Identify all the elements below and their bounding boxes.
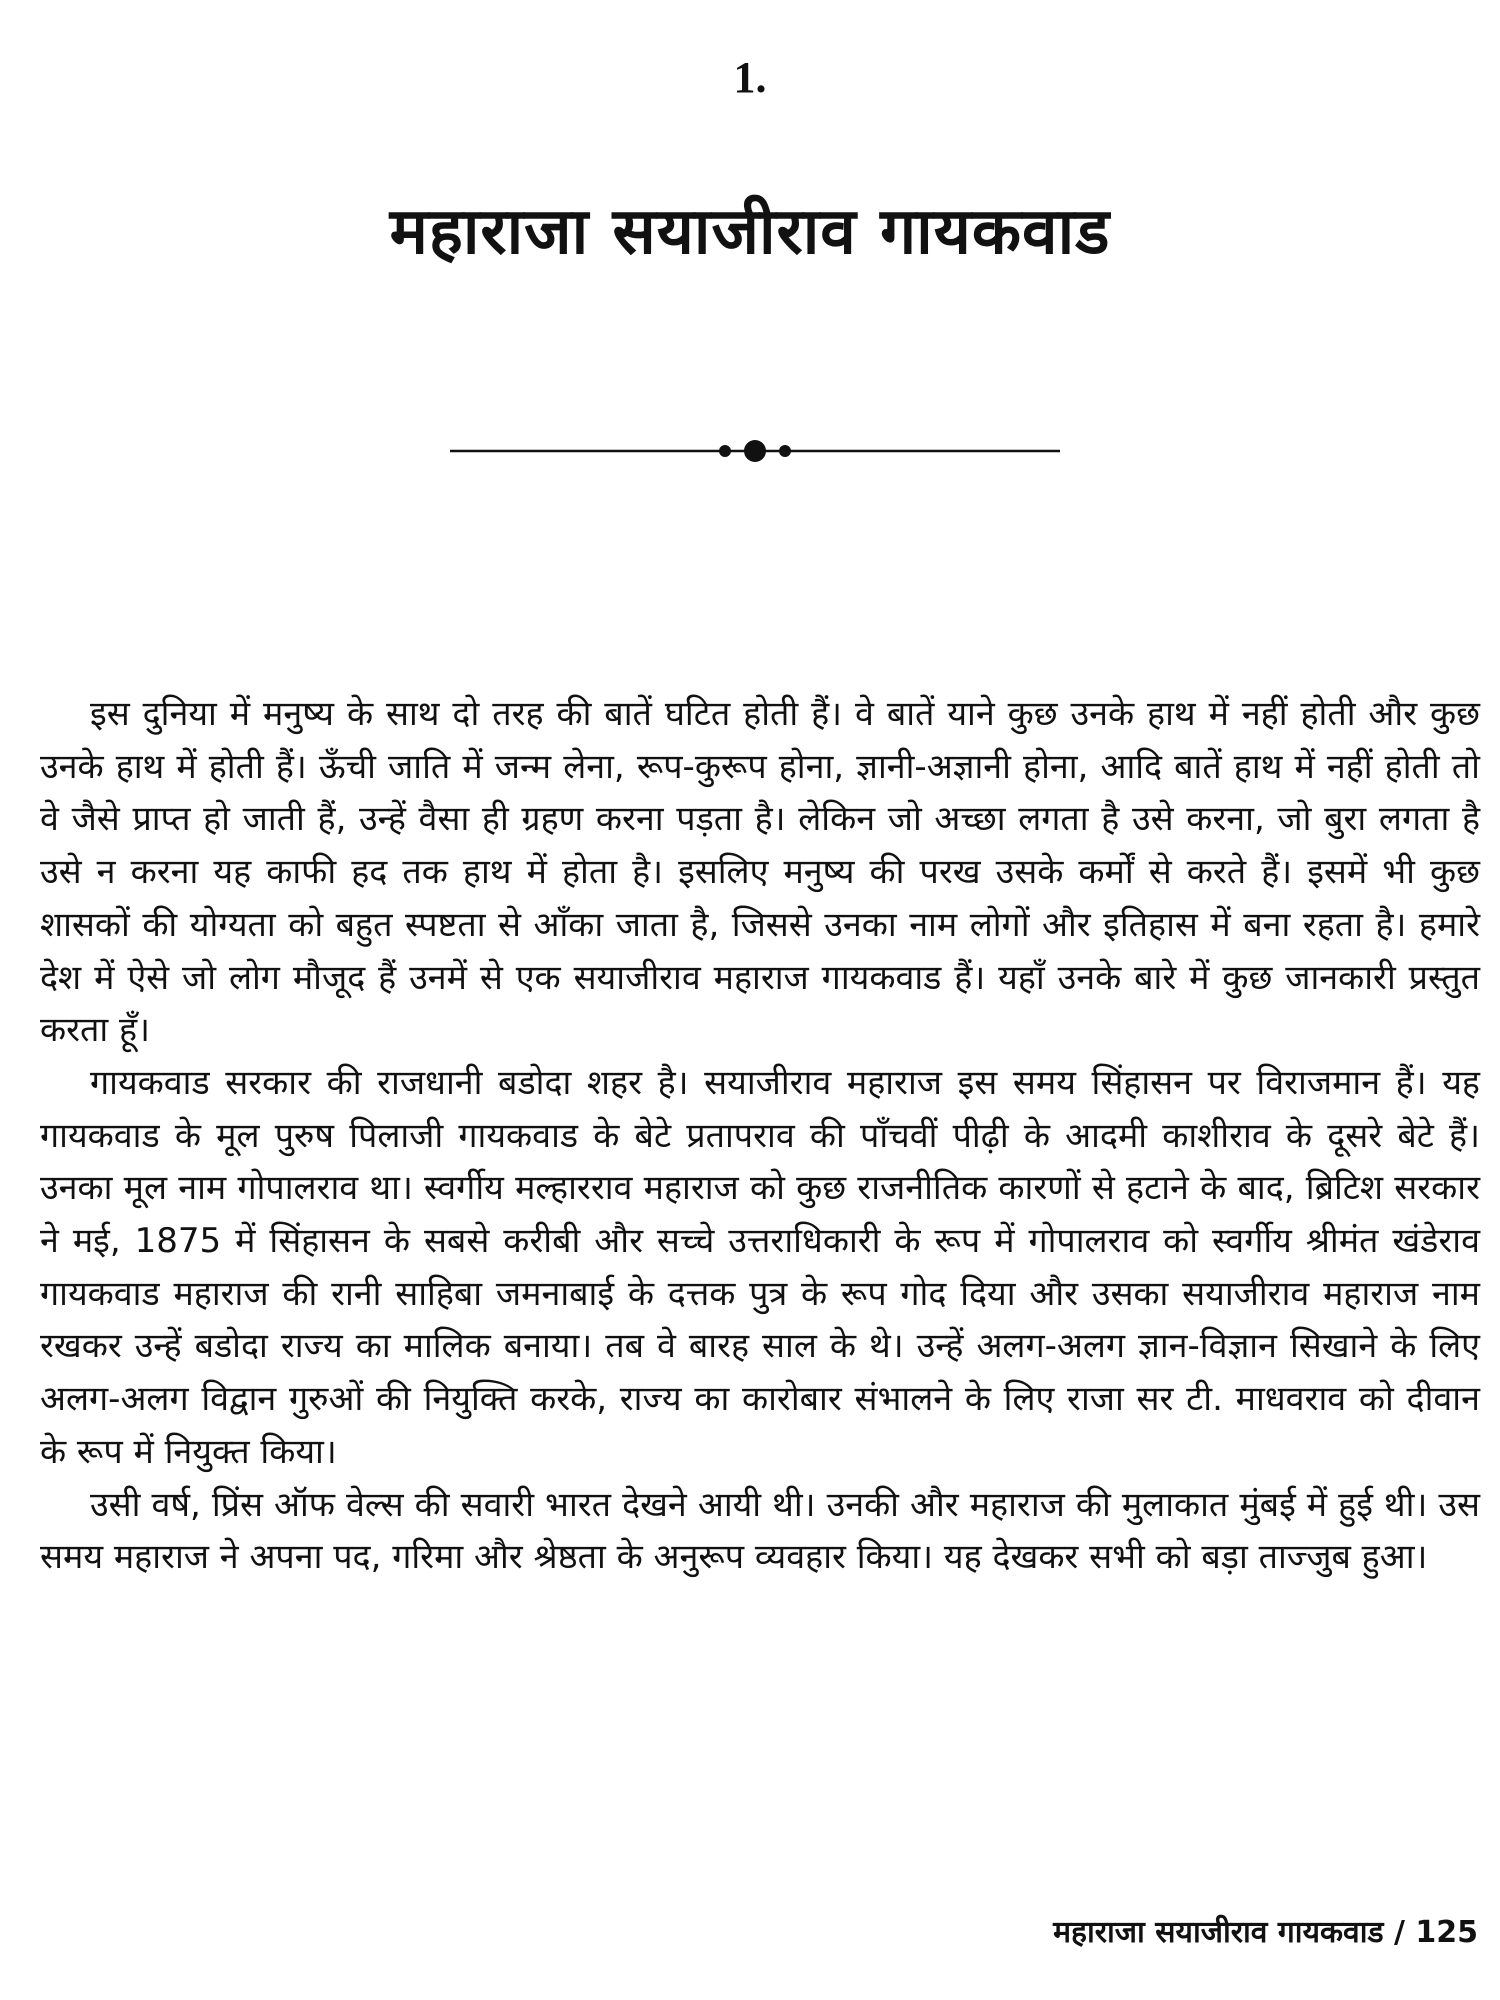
paragraph: उसी वर्ष, प्रिंस ऑफ वेल्स की सवारी भारत देखने आयी थी। उनकी और महाराज की मुलाकात मुंबई में हुई थी। उस समय महाराज ने अपना पद, गरिमा और श्रेष्ठता के अनुरूप व्यवहार किया। यह देखकर सभी को बड़ा ताज्जुब हुआ। [40,1484,1480,1578]
page-footer [1053,1910,1478,1951]
running-title: महाराजा सयाजीराव गायकवाड [1053,1915,1384,1950]
page-number: 125 [1415,1915,1478,1950]
footer-separator: / [1383,1915,1416,1950]
ornament-divider-icon [450,436,1060,466]
chapter-title: महाराजा सयाजीराव गायकवाड [389,195,1111,269]
chapter-number: 1. [733,53,767,102]
paragraph: गायकवाड सरकार की राजधानी बडोदा शहर है। सयाजीराव महाराज इस समय सिंहासन पर विराजमान हैं। यह गायकवाड के मूल पुरुष पिलाजी गायकवाड के बेटे प्रतापराव की पाँचवीं पीढ़ी के आदमी काशीराव के दूसरे बेटे हैं। उनका मूल नाम गोपालराव था। स्वर्गीय मल्हारराव महाराज को कुछ राजनीतिक कारणों से हटाने के बाद, ब्रिटिश सरकार ने मई, 1875 में सिंहासन के सबसे करीबी और सच्चे उत्तराधिकारी के रूप में गोपालराव को स्वर्गीय श्रीमंत खंडेराव गायकवाड महाराज की रानी साहिबा जमनाबाई के दत्तक पुत्र के रूप गोद दिया और उसका सयाजीराव महाराज नाम रखकर उन्हें बडोदा राज्य का मालिक बनाया। तब वे बारह साल के थे। उन्हें अलग-अलग ज्ञान-विज्ञान सिखाने के लिए अलग-अलग विद्वान गुरुओं की नियुक्ति करके, राज्य का कारोबार संभालने के लिए राजा सर टी. माधवराव को दीवान के रूप में नियुक्त किया। [40,1062,1480,1472]
body-text [40,688,1480,1584]
paragraph: इस दुनिया में मनुष्य के साथ दो तरह की बातें घटित होती हैं। वे बातें याने कुछ उनके हाथ में नहीं होती और कुछ उनके हाथ में होती हैं। ऊँची जाति में जन्म लेना, रूप-कुरूप होना, ज्ञानी-अज्ञानी होना, आदि बातें हाथ में नहीं होती तो वे जैसे प्राप्त हो जाती हैं, उन्हें वैसा ही ग्रहण करना पड़ता है। लेकिन जो अच्छा लगता है उसे करना, जो बुरा लगता है उसे न करना यह काफी हद तक हाथ में होता है। इसलिए मनुष्य की परख उसके कर्मों से करते हैं। इसमें भी कुछ शासकों की योग्यता को बहुत स्पष्टता से आँका जाता है, जिससे उनका नाम लोगों और इतिहास में बना रहता है। हमारे देश में ऐसे जो लोग मौजूद हैं उनमें से एक सयाजीराव महाराज गायकवाड हैं। यहाँ उनके बारे में कुछ जानकारी प्रस्तुत करता हूँ। [40,694,1480,1051]
